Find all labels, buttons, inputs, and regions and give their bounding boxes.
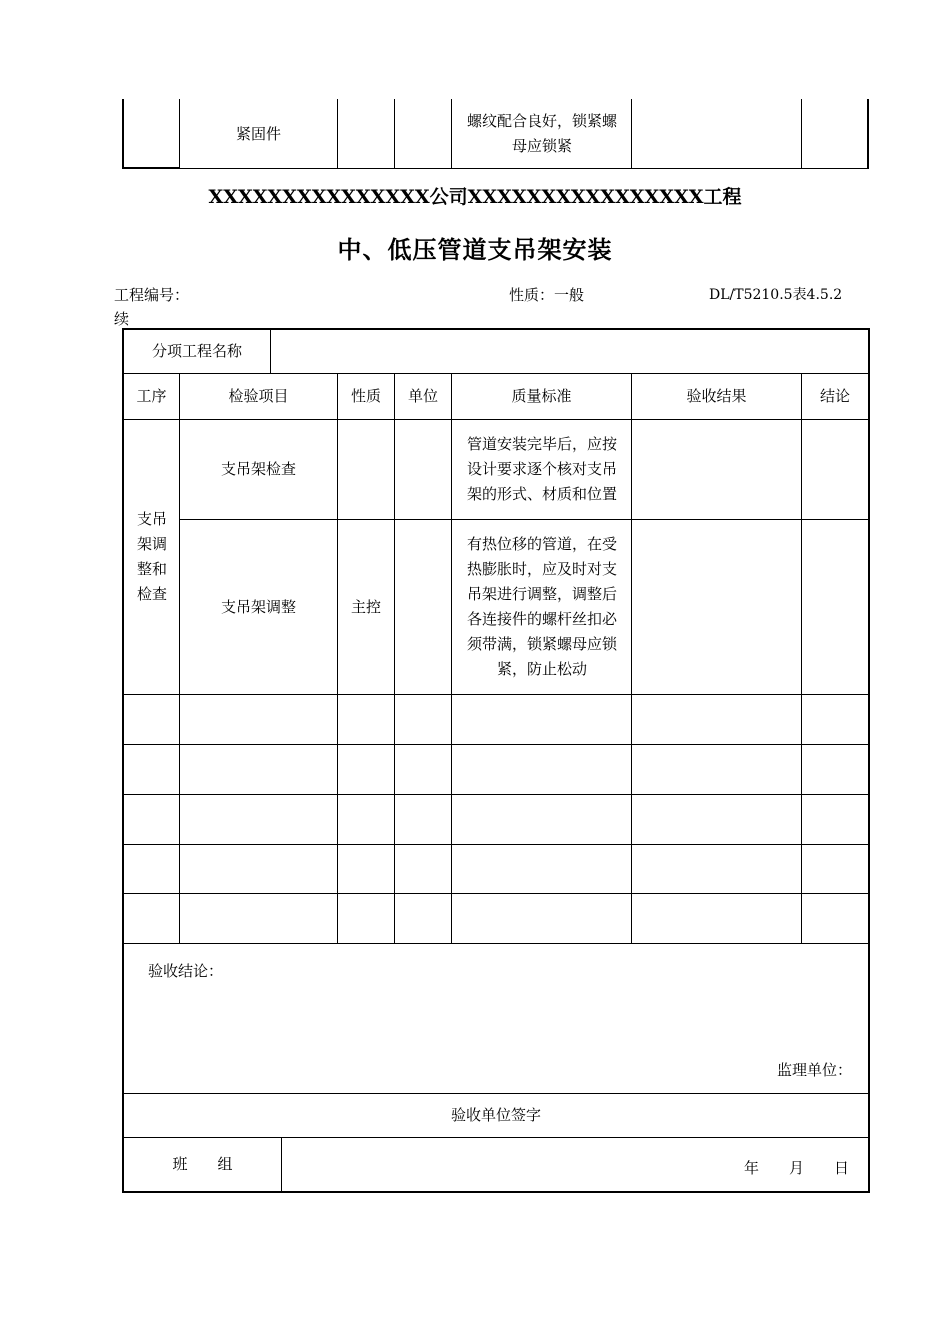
header-conclusion: 结论 [819, 387, 850, 405]
row1-nature [338, 420, 394, 519]
continued-label: 续 [114, 310, 130, 328]
project-no-label: 工程编号： [114, 286, 190, 304]
team-label: 班 组 [172, 1155, 233, 1173]
process-group-cell: 支吊架调整和检查 [136, 510, 167, 603]
document-title: 中、低压管道支吊架安装 [337, 235, 613, 264]
standard-ref: DL/T5210.5表4.5.2 [709, 287, 843, 303]
subproject-value [272, 330, 867, 373]
row2-nature: 主控 [350, 597, 381, 616]
company-line: XXXXXXXXXXXXXXX公司XXXXXXXXXXXXXXXX工程 [208, 186, 742, 208]
row1-standard: 管道安装完毕后，应按设计要求逐个核对支吊架的形式、材质和位置 [466, 435, 617, 503]
row1-item: 支吊架检查 [220, 460, 296, 478]
date-label: 年 月 日 [744, 1159, 850, 1177]
header-unit: 单位 [407, 387, 438, 405]
fragment-item: 紧固件 [235, 124, 281, 143]
subproject-label: 分项工程名称 [151, 342, 242, 360]
row2-standard: 有热位移的管道，在受热膨胀时，应及时对支吊架进行调整，调整后各连接件的螺杆丝扣必须带满，锁紧螺母应锁紧，防止松动 [466, 535, 617, 678]
fragment-standard: 螺纹配合良好，锁紧螺母应锁紧 [466, 112, 617, 155]
header-standard: 质量标准 [511, 387, 572, 405]
acceptance-conclusion-label: 验收结论： [148, 962, 224, 980]
supervisor-label: 监理单位： [777, 1061, 853, 1079]
header-result: 验收结果 [686, 387, 747, 405]
nature-label: 性质：一般 [509, 286, 585, 304]
row2-item: 支吊架调整 [220, 597, 296, 616]
header-nature: 性质 [350, 387, 381, 405]
header-item: 检验项目 [228, 387, 289, 405]
signature-header: 验收单位签字 [450, 1106, 541, 1124]
header-process: 工序 [136, 387, 167, 405]
